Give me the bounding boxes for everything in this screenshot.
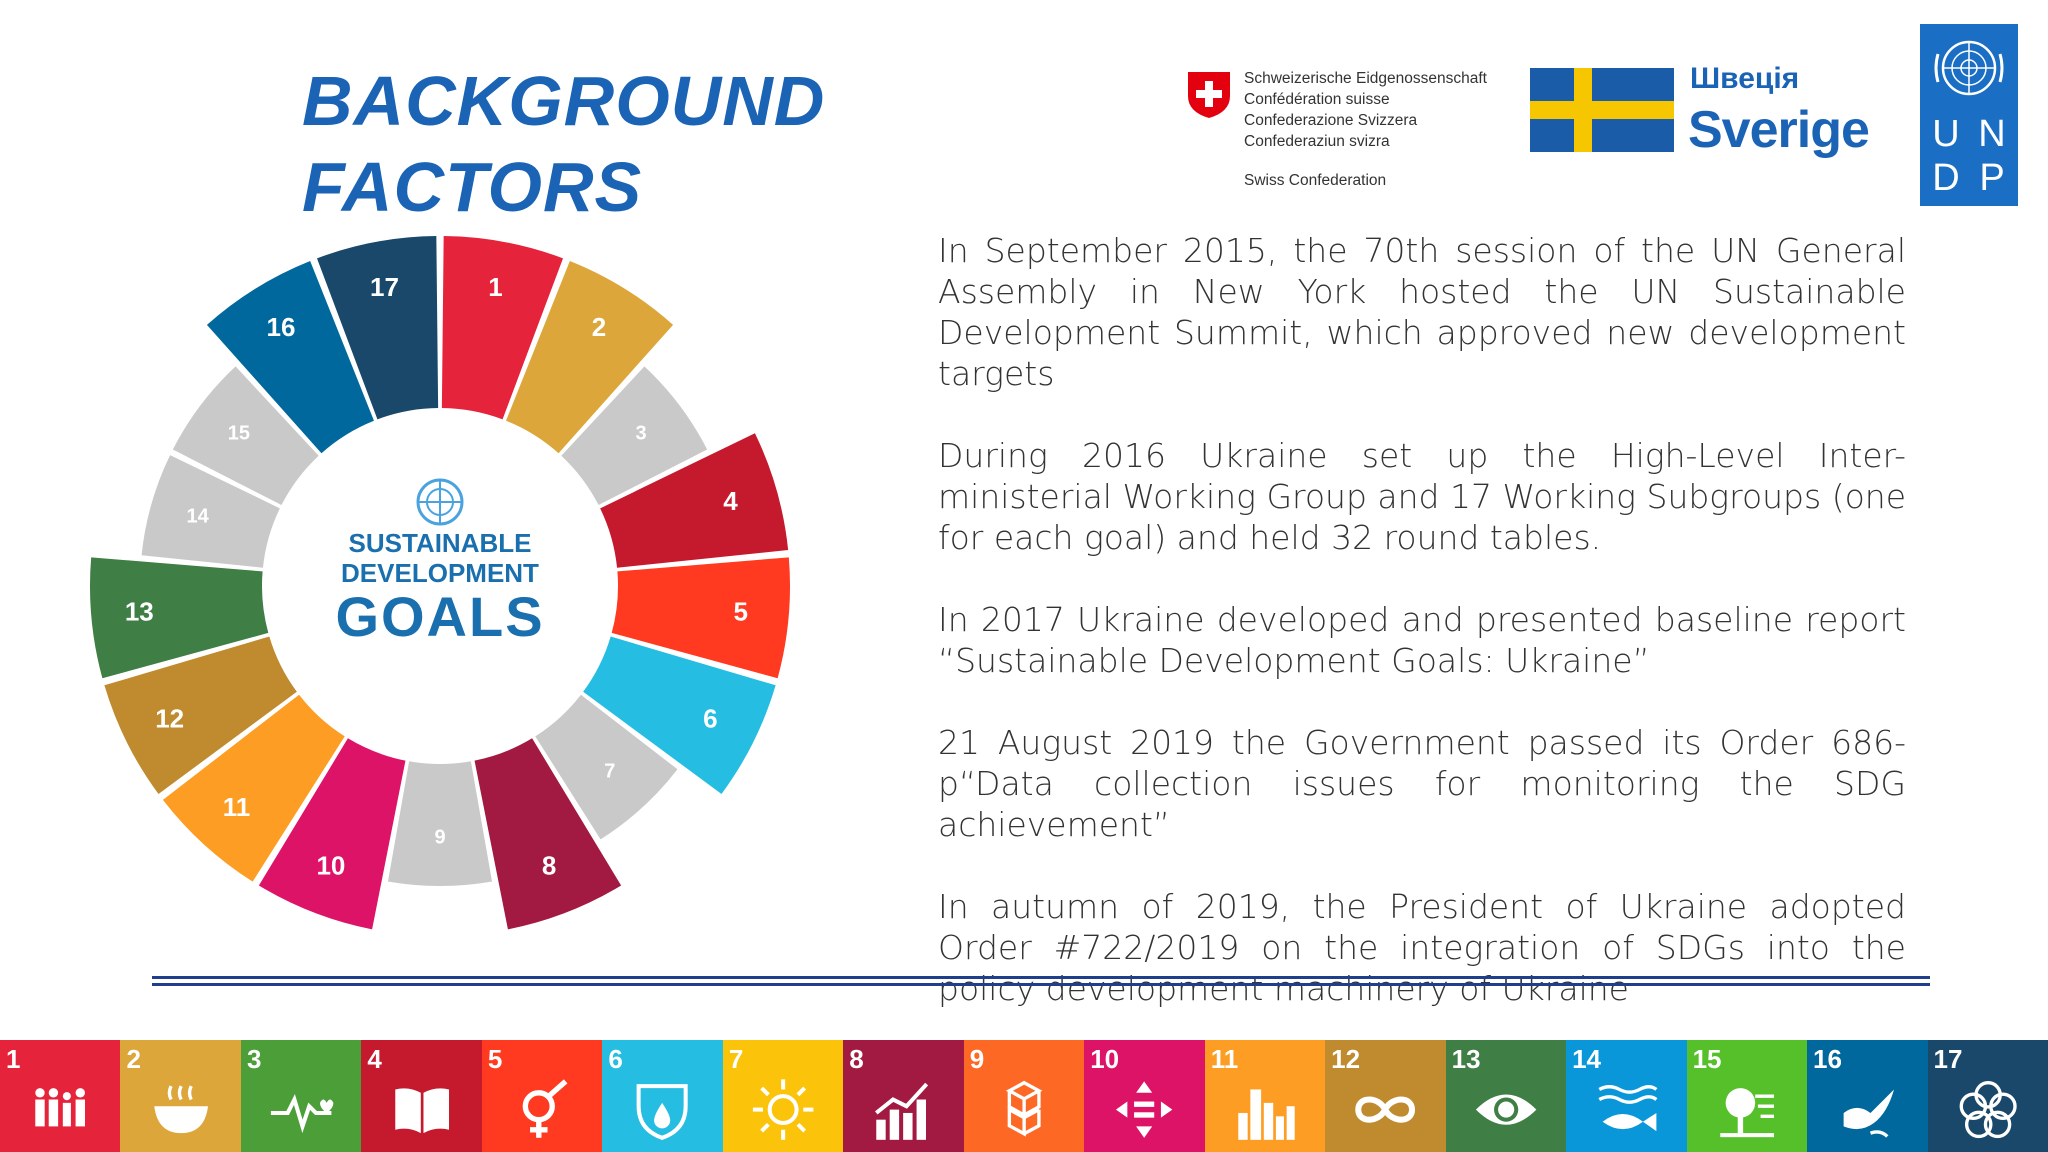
swiss-shield-icon bbox=[1186, 70, 1232, 120]
sdg-wheel-number-3: 3 bbox=[635, 422, 647, 445]
paragraph: During 2016 Ukraine set up the High-Level Inter-ministerial Working Group and 17 Working Subgroups (one for each goal) and held 32 round tables. bbox=[938, 436, 1906, 557]
sdg-tile-3 bbox=[241, 1040, 361, 1152]
sdg-tile-number: 8 bbox=[849, 1044, 864, 1074]
sdg-tile-11 bbox=[1205, 1040, 1325, 1152]
sdg-wheel-number-12: 12 bbox=[155, 703, 185, 734]
sweden-swedish-name: Sverige bbox=[1688, 101, 1869, 159]
sdg-tile-4 bbox=[361, 1040, 481, 1152]
sdg-tile-number: 6 bbox=[608, 1044, 623, 1074]
sdg-tile-number: 3 bbox=[246, 1044, 262, 1074]
sdg-icon-strip bbox=[0, 1040, 2048, 1152]
equality-arrows-icon bbox=[1108, 1076, 1180, 1143]
swiss-line: Schweizerische Eidgenossenschaft bbox=[1244, 70, 1487, 87]
city-icon bbox=[1229, 1076, 1301, 1143]
swiss-confederation-text: Swiss Confederation bbox=[1244, 172, 1387, 189]
undp-letter: P bbox=[1979, 157, 2005, 199]
sdg-tile-7 bbox=[723, 1040, 843, 1152]
sdg-tile-16 bbox=[1807, 1040, 1927, 1152]
gender-icon bbox=[506, 1076, 578, 1143]
sdg-tile-9 bbox=[964, 1040, 1084, 1152]
wheel-title-line-2: DEVELOPMENT bbox=[341, 558, 539, 588]
sdg-tile-number: 1 bbox=[6, 1044, 21, 1074]
swiss-line: Confederaziun svizra bbox=[1244, 133, 1390, 150]
heartbeat-icon bbox=[265, 1076, 337, 1143]
paragraph: In September 2015, the 70th session of the UN General Assembly in New York hosted the UN Sustainable Development Summit, which approved new development targets bbox=[938, 231, 1906, 393]
sdg-tile-number: 12 bbox=[1331, 1044, 1361, 1074]
sdg-tile-number: 4 bbox=[367, 1044, 382, 1074]
sweden-logo bbox=[1530, 62, 1875, 159]
wheel-title-line-3: GOALS bbox=[335, 585, 545, 648]
sdg-tile-10 bbox=[1084, 1040, 1204, 1152]
growth-chart-icon bbox=[867, 1076, 939, 1143]
page-title: BACKGROUND FACTORS bbox=[302, 62, 826, 226]
sdg-wheel-number-7: 7 bbox=[604, 760, 616, 783]
family-icon bbox=[24, 1076, 96, 1143]
sdg-tile-14 bbox=[1566, 1040, 1686, 1152]
undp-letter: U bbox=[1932, 113, 1960, 155]
sdg-wheel-number-11: 11 bbox=[222, 792, 251, 823]
sdg-tile-5 bbox=[482, 1040, 602, 1152]
dove-icon bbox=[1831, 1076, 1903, 1143]
sdg-wheel-number-8: 8 bbox=[541, 850, 557, 881]
cubes-icon bbox=[988, 1076, 1060, 1143]
undp-logo bbox=[1920, 24, 2018, 206]
sdg-tile-number: 14 bbox=[1572, 1044, 1602, 1074]
water-drop-icon bbox=[626, 1076, 698, 1143]
swiss-confederation-logo bbox=[1182, 64, 1522, 204]
sdg-tile-number: 16 bbox=[1813, 1044, 1842, 1074]
tree-icon bbox=[1711, 1076, 1783, 1143]
divider-line bbox=[152, 976, 1930, 986]
un-emblem-icon bbox=[1920, 24, 2018, 112]
sun-icon bbox=[747, 1076, 819, 1143]
sdg-tile-6 bbox=[602, 1040, 722, 1152]
swiss-line: Confederazione Svizzera bbox=[1244, 112, 1418, 129]
infinity-icon bbox=[1349, 1076, 1421, 1143]
sdg-wheel-number-15: 15 bbox=[227, 422, 251, 445]
sdg-tile-13 bbox=[1446, 1040, 1566, 1152]
fish-icon bbox=[1590, 1076, 1662, 1143]
undp-letter: N bbox=[1978, 113, 2006, 155]
swedish-flag-icon bbox=[1530, 68, 1674, 152]
sdg-tile-number: 17 bbox=[1933, 1044, 1963, 1074]
sdg-wheel-number-17: 17 bbox=[370, 272, 399, 303]
sdg-tile-number: 11 bbox=[1210, 1044, 1239, 1074]
sdg-wheel-number-14: 14 bbox=[186, 505, 209, 528]
paragraph: In autumn of 2019, the President of Ukraine adopted Order #722/2019 on the integration of SDGs into the policy development machinery of Ukraine bbox=[938, 887, 1906, 1008]
sdg-wheel-number-6: 6 bbox=[703, 703, 718, 734]
sdg-tile-number: 5 bbox=[487, 1044, 503, 1074]
sdg-tile-number: 9 bbox=[969, 1044, 985, 1074]
sweden-ukrainian-name: Швеція bbox=[1690, 62, 1800, 95]
sdg-tile-1 bbox=[0, 1040, 120, 1152]
sdg-tile-17 bbox=[1928, 1040, 2048, 1152]
body-text bbox=[938, 230, 1906, 1010]
sdg-wheel-number-10: 10 bbox=[316, 850, 346, 881]
sdg-tile-number: 13 bbox=[1451, 1044, 1481, 1074]
bowl-icon bbox=[145, 1076, 217, 1143]
undp-letter: D bbox=[1932, 157, 1960, 199]
eye-globe-icon bbox=[1470, 1076, 1542, 1143]
sdg-wheel-number-4: 4 bbox=[723, 486, 738, 517]
paragraph: In 2017 Ukraine developed and presented baseline report “Sustainable Development Goals: Ukraine” bbox=[938, 600, 1906, 680]
sdg-wheel-number-16: 16 bbox=[266, 312, 296, 343]
sdg-tile-number: 2 bbox=[126, 1044, 141, 1074]
sdg-wheel-segment-9 bbox=[388, 761, 492, 886]
paragraph: 21 August 2019 the Government passed its Order 686-p“Data collection issues for monitoring the SDG achievement” bbox=[938, 723, 1906, 844]
rings-icon bbox=[1952, 1076, 2024, 1143]
sdg-tile-number: 10 bbox=[1090, 1044, 1120, 1074]
sdg-tile-8 bbox=[843, 1040, 963, 1152]
sdg-tile-12 bbox=[1325, 1040, 1445, 1152]
sdg-wheel-number-1: 1 bbox=[488, 272, 503, 303]
swiss-line: Confédération suisse bbox=[1244, 91, 1390, 108]
sdg-tile-number: 7 bbox=[728, 1044, 744, 1074]
sdg-wheel bbox=[80, 166, 800, 936]
sdg-tile-number: 15 bbox=[1692, 1044, 1722, 1074]
sdg-wheel-number-13: 13 bbox=[124, 596, 154, 627]
sdg-wheel-number-2: 2 bbox=[591, 312, 607, 343]
sdg-tile-15 bbox=[1687, 1040, 1807, 1152]
book-icon bbox=[386, 1076, 458, 1143]
un-emblem-icon bbox=[405, 472, 475, 532]
wheel-title-line-1: SUSTAINABLE bbox=[348, 528, 532, 558]
sdg-wheel-number-9: 9 bbox=[434, 826, 446, 849]
sdg-tile-2 bbox=[120, 1040, 240, 1152]
sdg-wheel-number-5: 5 bbox=[733, 596, 748, 627]
